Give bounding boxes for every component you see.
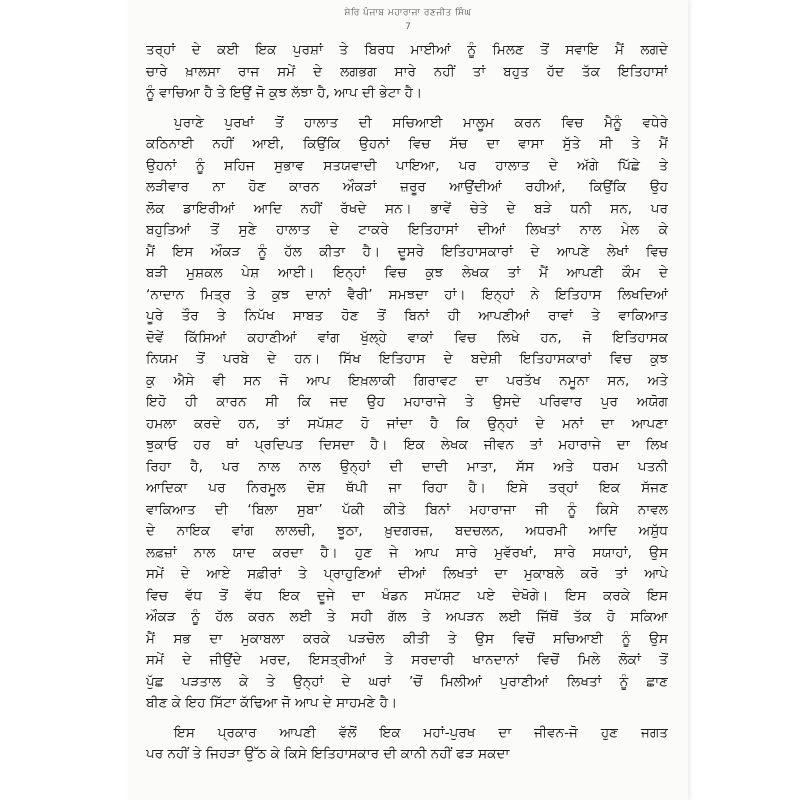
paragraph — [146, 40, 668, 105]
text-line: ਮੈਂ ਇਸ ਔਕੜ ਨੂੰ ਹੱਲ ਕੀਤਾ ਹੈ। ਦੂਸਰੇ ਇਤਿਹਾਸਕਾਰਾਂ ਦੇ ਆਪਣੇ ਲੇਖਾਂ ਵਿਚ — [146, 243, 668, 260]
text-line: ਹਮਲਾ ਕਰਦੇ ਹਨ, ਤਾਂ ਸਪੱਸ਼ਟ ਹੋ ਜਾਂਦਾ ਹੈ ਕਿ ਉਨ੍ਹਾਂ ਦੇ ਮਨਾਂ ਦਾ ਆਪਣਾ — [146, 415, 668, 432]
paragraph — [146, 723, 668, 766]
text-line: ਕਠਿਨਾਈ ਨਹੀਂ ਆਈ, ਕਿਉਂਕਿ ਉਹਨਾਂ ਵਿਚ ਸੱਚ ਦਾ ਵਾਸਾ ਸੁੱਤੇ ਸੀ ਤੇ ਮੈਂ — [146, 136, 668, 152]
text-line: ਸਮੇਂ ਦੇ ਜੀਉਂਦੇ ਮਰਦ, ਇਸਤ੍ਰੀਆਂ ਤੇ ਸਰਦਾਰੀ ਖਾਨਦਾਨਾਂ ਵਿਚੋਂ ਮਿਲੇ ਲੋਕਾਂ ਤੋਂ — [146, 652, 668, 668]
text-line: ਮੈਂ ਸਭ ਦਾ ਮੁਕਾਬਲਾ ਕਰਕੇ ਪੜਚੋਲ ਕੀਤੀ ਤੇ ਉਸ ਵਿਚੋਂ ਸਚਿਆਈ ਨੂੰ ਉਸ — [146, 630, 668, 647]
text-line: ਲਫ਼ਜ਼ਾਂ ਨਾਲ ਯਾਦ ਕਰਦਾ ਹੈ। ਹੁਣ ਜੇ ਆਪ ਸਾਰੇ ਮੁਵੱਰਖਾਂ, ਸਾਰੇ ਸਯਾਹਾਂ, ਉਸ — [146, 544, 668, 561]
text-line: ਬੜੀ ਮੁਸ਼ਕਲ ਪੇਸ਼ ਆਈ। ਇਨ੍ਹਾਂ ਵਿਚ ਕੁਝ ਲੇਖਕ ਤਾਂ ਮੈਂ ਆਪਣੀ ਕੌਮ ਦੇ — [146, 265, 668, 281]
text-line: ਪੁਰਾਣੇ ਪੁਰਖਾਂ ਤੋਂ ਹਾਲਾਤ ਦੀ ਸਚਿਆਈ ਮਾਲੂਮ ਕਰਨ ਵਿਚ ਮੈਨੂੰ ਵਧੇਰੇ — [174, 114, 668, 131]
text-line: ਚਾਰੇ ਖ਼ਾਲਸਾ ਰਾਜ ਸਮੇਂ ਦੇ ਲਗਭਗ ਸਾਰੇ ਨਹੀਂ ਤਾਂ ਬਹੁਤ ਹੱਦ ਤੱਕ ਇਤਿਹਾਸਾਂ — [146, 63, 668, 80]
page-number: 7 — [405, 22, 411, 32]
running-header: ਸ਼ੇਰਿ ਪੰਜਾਬ ਮਹਾਰਾਜਾ ਰਣਜੀਤ ਸਿੰਘ — [344, 8, 472, 18]
text-line: ਤਰ੍ਹਾਂ ਦੇ ਕਈ ਇਕ ਪੁਰਸ਼ਾਂ ਤੇ ਬਿਰਧ ਮਾਈਆਂ ਨੂੰ ਮਿਲਣ ਤੋਂ ਸਵਾਇ ਮੈਂ ਲਗਦੇ — [146, 42, 668, 58]
text-line: ਪਰ ਨਹੀਂ ਤੇ ਜਿਹੜਾ ਉੱਠ ਕੇ ਕਿਸੇ ਇਤਿਹਾਸਕਾਰ ਦੀ ਕਾਨੀ ਨਹੀਂ ਫੜ ਸਕਦਾ — [146, 746, 510, 762]
text-line: ਪੂਰੇ ਤੌਰ ਤੇ ਨਿਪੱਖ ਸਾਬਤ ਹੋਣ ਤੋਂ ਬਿਨਾਂ ਹੀ ਆਪਣੀਆਂ ਰਾਵਾਂ ਤੇ ਵਾਕਿਆਤ — [146, 308, 668, 324]
text-line: ਝੁਕਾਓ ਹਰ ਥਾਂ ਪ੍ਰਦਿਪਤ ਦਿਸਦਾ ਹੈ। ਇਕ ਲੇਖਕ ਜੀਵਨ ਤਾਂ ਮਹਾਰਾਜੇ ਦਾ ਲਿਖ — [146, 437, 668, 453]
text-line: ਸਮੇਂ ਦੇ ਆਏ ਸਫ਼ੀਰਾਂ ਤੇ ਪ੍ਰਾਹੁਣਿਆਂ ਦੀਆਂ ਲਿਖਤਾਂ ਦਾ ਮੁਕਾਬਲੇ ਕਰੋ ਤਾਂ ਆਪੇ — [146, 566, 668, 582]
text-line: ਆਦਿਕਾ ਪਰ ਨਿਰਮੂਲ ਦੋਸ਼ ਥੱਪੀ ਜਾ ਰਿਹਾ ਹੈ। ਇਸੇ ਤਰ੍ਹਾਂ ਇਕ ਸੱਜਣ — [146, 480, 668, 496]
text-line: ਇਹੋ ਹੀ ਕਾਰਨ ਸੀ ਕਿ ਜਦ ਉਹ ਮਹਾਰਾਜੇ ਤੇ ਉਸਦੇ ਪਰਿਵਾਰ ਪੁਰ ਅਯੋਗ — [146, 394, 668, 410]
text-line: ਵਾਕਿਆਤ ਦੀ ‘ਬਿਲਾ ਸੁਬਾ’ ਪੱਕੀ ਕੀਤੇ ਬਿਨਾਂ ਮਹਾਰਾਜਾ ਜੀ ਨੂੰ ਕਿਸੇ ਨਾਵਲ — [146, 501, 668, 518]
text-line: ‘ਨਾਦਾਨ ਮਿਤ੍ਰ ਤੇ ਕੁਝ ਦਾਨਾਂ ਵੈਰੀ’ ਸਮਝਦਾ ਹਾਂ। ਇਨ੍ਹਾਂ ਨੇ ਇਤਿਹਾਸ ਲਿਖਦਿਆਂ — [146, 286, 668, 303]
text-line: ਦੋਵੇਂ ਕਿੱਸਿਆਂ ਕਹਾਣੀਆਂ ਵਾਂਗ ਖੁੱਲ੍ਹੇ ਵਾਕਾਂ ਵਿਚ ਲਿਖੇ ਹਨ, ਜੋ ਇਤਿਹਾਸਕ — [146, 329, 668, 346]
text-body — [146, 40, 668, 774]
text-line: ਵਿਚ ਵੱਧ ਤੋਂ ਵੱਧ ਇਕ ਦੂਜੇ ਦਾ ਖੰਡਨ ਸਪੱਸ਼ਟ ਪਏ ਦੇਖੋਗੇ। ਇਸ ਕਰਕੇ ਇਸ — [146, 587, 668, 604]
text-line: ਨਿਯਮ ਤੋਂ ਪਰਬੇ ਦੇ ਹਨ। ਸਿੱਖ ਇਤਿਹਾਸ ਦੇ ਬਦੇਸ਼ੀ ਇਤਿਹਾਸਕਾਰਾਂ ਵਿਚ ਕੁਝ — [146, 351, 668, 367]
text-line: ਲੜੀਵਾਰ ਨਾ ਹੋਣ ਕਾਰਨ ਔਕੜਾਂ ਜ਼ਰੂਰ ਆਉਂਦੀਆਂ ਰਹੀਆਂ, ਕਿਉਂਕਿ ਉਹ — [146, 179, 668, 195]
text-line: ਉਹਨਾਂ ਨੂੰ ਸਹਿਜ ਸੁਭਾਵ ਸਤਯਵਾਦੀ ਪਾਇਆ, ਪਰ ਹਾਲਾਤ ਦੇ ਅੱਗੇ ਪਿੱਛੇ ਤੇ — [146, 157, 668, 174]
text-line: ਲੋਕ ਡਾਇਰੀਆਂ ਆਦਿ ਨਹੀਂ ਰੱਖਦੇ ਸਨ। ਭਾਵੇਂ ਚੇਤੇ ਦੇ ਬੜੇ ਧਨੀ ਸਨ, ਪਰ — [146, 200, 668, 217]
paragraph — [146, 113, 668, 715]
text-line: ਬੀਣ ਕੇ ਇਹ ਸਿੱਟਾ ਕੱਢਿਆ ਜੋ ਆਪ ਦੇ ਸਾਹਮਣੇ ਹੈ। — [146, 695, 398, 711]
text-line: ਔਕੜ ਨੂੰ ਹੱਲ ਕਰਨ ਲਈ ਤੇ ਸਹੀ ਗੱਲ ਤੇ ਅਪੜਨ ਲਈ ਜਿੱਥੋਂ ਤੱਕ ਹੋ ਸਕਿਆ — [146, 609, 668, 625]
text-line: ਦੇ ਨਾਇਕ ਵਾਂਗ ਲਾਲਚੀ, ਝੂਠਾ, ਖ਼ੁਦਗਰਜ਼, ਬਦਚਲਨ, ਅਧਰਮੀ ਆਦਿ ਅਸ਼ੁੱਧ — [146, 523, 668, 539]
text-line: ਨੂੰ ਵਾਚਿਆ ਹੈ ਤੇ ਇਉਂ ਜੋ ਕੁਝ ਲੱਝਾ ਹੈ, ਆਪ ਦੀ ਭੇਟਾ ਹੈ। — [146, 85, 423, 101]
text-line: ਪੁੱਛ ਪੜਤਾਲ ਕੇ ਤੇ ਉਨ੍ਹਾਂ ਦੇ ਘਰਾਂ ’ਚੋਂ ਮਿਲੀਆਂ ਪੁਰਾਣੀਆਂ ਲਿਖਤਾਂ ਨੂੰ ਛਾਣ — [146, 673, 668, 690]
book-page — [128, 0, 688, 800]
text-line: ਬਹੁਤਿਆਂ ਤੋਂ ਸੁਣੇ ਹਾਲਾਤ ਦੇ ਟਾਕਰੇ ਇਤਿਹਾਸਾਂ ਦੀਆਂ ਲਿਖਤਾਂ ਨਾਲ ਮੇਲ ਕੇ — [146, 222, 668, 238]
text-line: ਇਸ ਪ੍ਰਕਾਰ ਆਪਣੀ ਵੱਲੋਂ ਇਕ ਮਹਾਂ-ਪੁਰਖ ਦਾ ਜੀਵਨ-ਜੋ ਹੁਣ ਜਗਤ — [174, 724, 668, 741]
text-line: ਕੁ ਐਸੇ ਵੀ ਸਨ ਜੋ ਆਪ ਇਖ਼ਲਾਕੀ ਗਿਰਾਵਟ ਦਾ ਪਰਤੱਖ ਨਮੂਨਾ ਸਨ, ਅਤੇ — [146, 372, 668, 389]
text-line: ਰਿਹਾ ਹੈ, ਪਰ ਨਾਲ ਨਾਲ ਉਨ੍ਹਾਂ ਦੀ ਦਾਦੀ ਮਾਤਾ, ਸੱਸ ਅਤੇ ਧਰਮ ਪਤਨੀ — [146, 458, 668, 475]
